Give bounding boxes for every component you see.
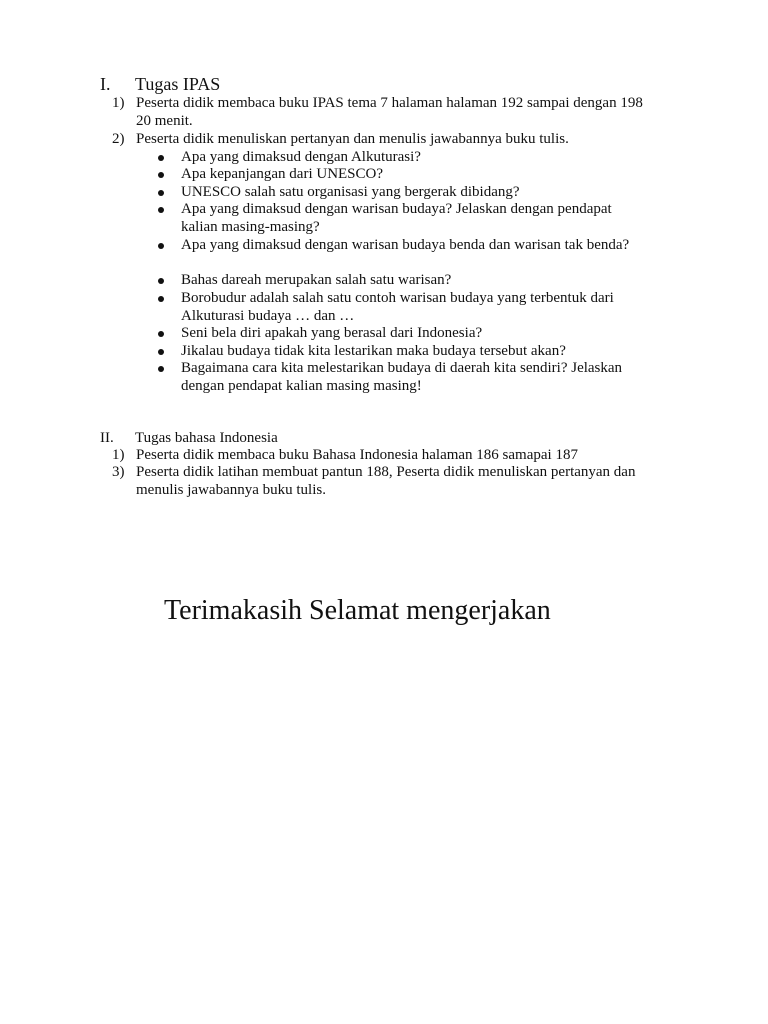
item-text: Peserta didik membaca buku Bahasa Indonesia halaman 186 samapai 187 bbox=[136, 447, 578, 463]
item-number: 1) bbox=[112, 447, 125, 463]
bullet-icon bbox=[158, 278, 164, 284]
bullet-icon bbox=[158, 243, 164, 249]
bullet-icon bbox=[158, 331, 164, 337]
item-text: Peserta didik menuliskan pertanyan dan menulis jawabannya buku tulis. bbox=[136, 131, 569, 147]
bullet-icon bbox=[158, 296, 164, 302]
question-text: UNESCO salah satu organisasi yang bergerak dibidang? bbox=[181, 184, 520, 200]
section-2-numeral: II. bbox=[100, 430, 114, 446]
question-text: Borobudur adalah salah satu contoh warisan budaya yang terbentuk dari Alkuturasi budaya … dan … bbox=[181, 290, 614, 324]
section-2-heading bbox=[100, 429, 278, 447]
item-number: 3) bbox=[112, 464, 125, 480]
bullet-icon bbox=[158, 155, 164, 161]
section-2-title: Tugas bahasa Indonesia bbox=[135, 430, 278, 446]
question-text: Seni bela diri apakah yang berasal dari Indonesia? bbox=[181, 325, 483, 341]
bullet-icon bbox=[158, 207, 164, 213]
item-text: Peserta didik membaca buku IPAS tema 7 halaman halaman 192 sampai dengan 198 20 menit. bbox=[136, 95, 643, 129]
item-text: Peserta didik latihan membuat pantun 188, Peserta didik menuliskan pertanyan dan menulis jawabannya buku tulis. bbox=[136, 464, 636, 498]
question-text: Jikalau budaya tidak kita lestarikan maka budaya tersebut akan? bbox=[181, 343, 566, 359]
bullet-icon bbox=[158, 172, 164, 178]
question-text: Bagaimana cara kita melestarikan budaya di daerah kita sendiri? Jelaskan dengan pendapat kalian masing masing! bbox=[181, 360, 623, 394]
section-1-heading bbox=[100, 73, 221, 95]
question-text: Apa yang dimaksud dengan warisan budaya? Jelaskan dengan pendapat kalian masing-masing? bbox=[181, 201, 612, 235]
section-1-numeral: I. bbox=[100, 74, 111, 94]
closing-message: Terimakasih Selamat mengerjakan bbox=[164, 595, 551, 626]
section-1-title: Tugas IPAS bbox=[135, 74, 221, 94]
bullet-icon bbox=[158, 366, 164, 372]
question-text: Apa yang dimaksud dengan warisan budaya benda dan warisan tak benda? bbox=[181, 237, 630, 253]
item-number: 1) bbox=[112, 95, 125, 111]
bullet-icon bbox=[158, 190, 164, 196]
question-text: Bahas dareah merupakan salah satu warisan? bbox=[181, 272, 452, 288]
bullet-icon bbox=[158, 349, 164, 355]
item-number: 2) bbox=[112, 131, 125, 147]
question-text: Apa yang dimaksud dengan Alkuturasi? bbox=[181, 149, 421, 165]
question-text: Apa kepanjangan dari UNESCO? bbox=[181, 166, 384, 182]
